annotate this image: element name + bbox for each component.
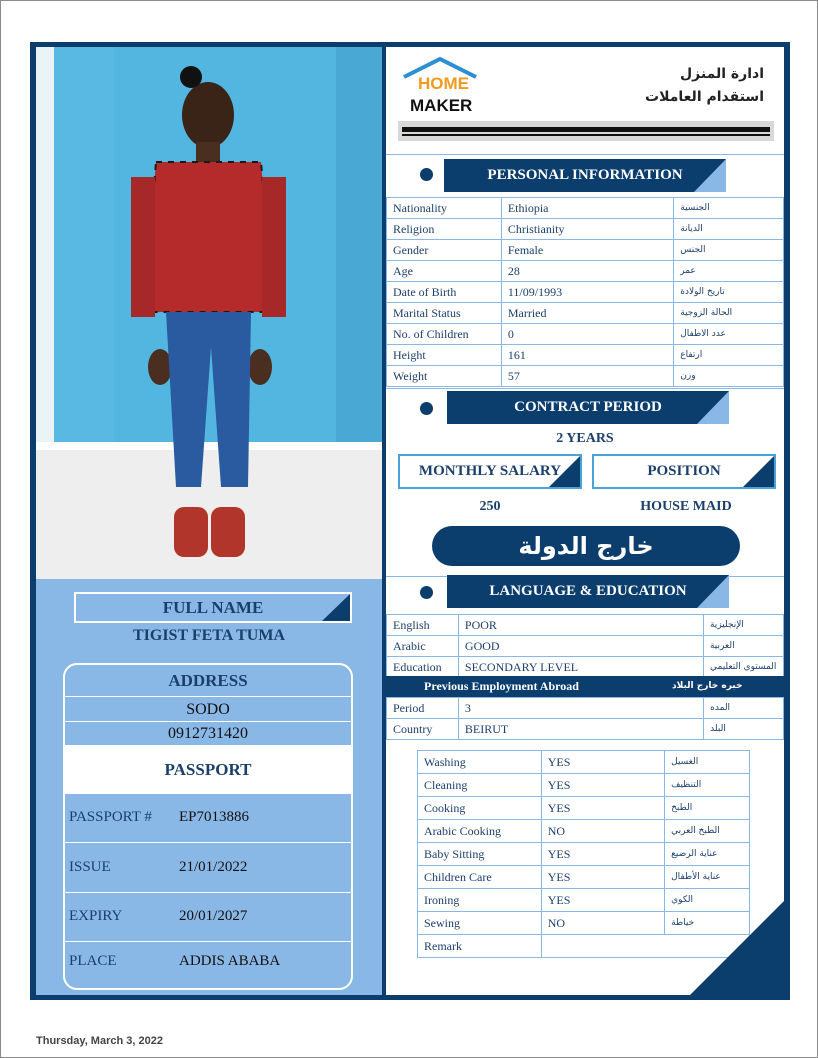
monthly-salary-label: MONTHLY SALARY — [418, 463, 562, 479]
banner-triangle — [697, 575, 729, 608]
personal-row-label: Height — [387, 345, 502, 366]
language-row-arabic: المستوي التعليمي — [703, 657, 783, 678]
skill-row-label: Ironing — [418, 889, 542, 912]
personal-row — [387, 198, 784, 219]
arabic-line-2: استقدام العاملات — [645, 89, 764, 105]
previous-row-value: 3 — [458, 698, 703, 719]
bullet-dot — [420, 168, 433, 181]
previous-employment-title-ar: خبره خارج البلاد — [672, 681, 743, 691]
logo-maker-text: MAKER — [410, 96, 473, 115]
skill-row-arabic: التنظيف — [665, 774, 750, 797]
language-row-label: Education — [387, 657, 459, 678]
full-name-label: FULL NAME — [162, 598, 264, 617]
skill-row — [418, 797, 750, 820]
skill-row-label: Cleaning — [418, 774, 542, 797]
personal-row-arabic: تاريخ الولادة — [674, 282, 784, 303]
language-education-title: LANGUAGE & EDUCATION — [489, 583, 687, 599]
language-row — [387, 615, 784, 636]
address-heading: ADDRESS — [65, 665, 351, 697]
passport-expiry-label: EXPIRY — [69, 908, 123, 924]
personal-row-value: 28 — [501, 261, 673, 282]
skill-row-value: YES — [541, 797, 664, 820]
personal-info-title: PERSONAL INFORMATION — [487, 167, 683, 183]
passport-issue-label: ISSUE — [69, 859, 111, 875]
personal-info-table — [386, 197, 784, 387]
language-row-value: GOOD — [458, 636, 703, 657]
passport-number-value: EP7013886 — [179, 809, 250, 825]
arabic-line-1: ادارة المنزل — [680, 66, 764, 82]
address-passport-card — [63, 663, 353, 990]
skill-row — [418, 843, 750, 866]
skill-row-label: Arabic Cooking — [418, 820, 542, 843]
personal-row — [387, 345, 784, 366]
skill-row — [418, 820, 750, 843]
personal-row-value: Ethiopia — [501, 198, 673, 219]
personal-row-label: Religion — [387, 219, 502, 240]
skill-row-arabic: عناية الأطفال — [665, 866, 750, 889]
skill-row-value: YES — [541, 751, 664, 774]
contract-period-title: CONTRACT PERIOD — [514, 399, 662, 415]
previous-row — [387, 698, 784, 719]
language-row-label: English — [387, 615, 459, 636]
personal-row-value: 161 — [501, 345, 673, 366]
skill-row-label: Baby Sitting — [418, 843, 542, 866]
previous-row-arabic: المده — [704, 698, 784, 719]
skill-row-value: YES — [541, 866, 664, 889]
divider — [386, 388, 784, 389]
previous-row-value: BEIRUT — [458, 719, 703, 740]
personal-row — [387, 240, 784, 261]
language-education-banner — [447, 575, 729, 608]
personal-row-value: 11/09/1993 — [501, 282, 673, 303]
skill-row-value: NO — [541, 912, 664, 935]
personal-row-arabic: الجنس — [674, 240, 784, 261]
language-row-arabic: الإنجليزية — [703, 615, 783, 636]
skill-row-label: Cooking — [418, 797, 542, 820]
contract-period-value: 2 YEARS — [556, 431, 614, 446]
skill-row — [418, 774, 750, 797]
skill-row-arabic: الغسيل — [665, 751, 750, 774]
skill-row-arabic: عناية الرضيع — [665, 843, 750, 866]
banner-triangle — [697, 391, 729, 424]
skill-row-arabic: الطبخ العربي — [665, 820, 750, 843]
personal-row-value: 0 — [501, 324, 673, 345]
previous-row — [387, 719, 784, 740]
previous-row-label: Country — [387, 719, 459, 740]
personal-row — [387, 324, 784, 345]
personal-row-value: Female — [501, 240, 673, 261]
skill-row-label: Children Care — [418, 866, 542, 889]
personal-row-value: Married — [501, 303, 673, 324]
personal-info-banner — [444, 159, 726, 192]
previous-row-arabic: البلد — [704, 719, 784, 740]
position-label: POSITION — [647, 463, 721, 479]
skill-row-label: Washing — [418, 751, 542, 774]
corner-decoration — [690, 901, 784, 995]
passport-number-row — [65, 794, 351, 843]
passport-place-value: ADDIS ABABA — [179, 953, 281, 969]
personal-row-label: Gender — [387, 240, 502, 261]
previous-row-label: Period — [387, 698, 459, 719]
candidate-photo — [36, 47, 382, 579]
previous-employment-title: Previous Employment Abroad — [424, 679, 579, 693]
passport-place-label: PLACE — [69, 953, 117, 969]
personal-row-arabic: عمر — [674, 261, 784, 282]
personal-row — [387, 219, 784, 240]
print-date: Thursday, March 3, 2022 — [36, 1035, 163, 1047]
left-panel — [36, 47, 382, 995]
position-value: HOUSE MAID — [640, 499, 732, 514]
language-row-arabic: العربية — [703, 636, 783, 657]
personal-row-label: Date of Birth — [387, 282, 502, 303]
arabic-company-name — [645, 63, 764, 109]
language-row — [387, 636, 784, 657]
abroad-pill: خارج الدولة — [432, 526, 740, 566]
personal-row-arabic: الحالة الزوجية — [674, 303, 784, 324]
personal-row-label: Weight — [387, 366, 502, 387]
personal-row — [387, 303, 784, 324]
skill-row-arabic: الكوي — [665, 889, 750, 912]
language-table — [386, 614, 784, 678]
language-row — [387, 657, 784, 678]
skill-row-arabic: الطبخ — [665, 797, 750, 820]
personal-row — [387, 261, 784, 282]
passport-expiry-value: 20/01/2027 — [179, 908, 248, 924]
address-phone: 0912731420 — [65, 722, 351, 746]
contract-period-banner — [447, 391, 729, 424]
passport-heading: PASSPORT — [65, 746, 351, 794]
previous-employment-band — [386, 676, 784, 697]
personal-row-arabic: وزن — [674, 366, 784, 387]
divider — [386, 154, 784, 155]
personal-row — [387, 366, 784, 387]
right-panel — [386, 47, 784, 995]
language-row-value: SECONDARY LEVEL — [458, 657, 703, 678]
logo-home-text: HOME — [418, 74, 469, 93]
personal-row-label: Marital Status — [387, 303, 502, 324]
monthly-salary-value: 250 — [479, 499, 501, 514]
passport-number-label: PASSPORT # — [69, 809, 152, 825]
language-row-label: Arabic — [387, 636, 459, 657]
full-name-value: TIGIST FETA TUMA — [132, 627, 286, 644]
personal-row-label: Nationality — [387, 198, 502, 219]
personal-row-arabic: الجنسية — [674, 198, 784, 219]
monthly-salary-label-box — [398, 454, 582, 489]
skill-row-value: NO — [541, 820, 664, 843]
position-label-box — [592, 454, 776, 489]
corner-triangle — [322, 594, 350, 621]
skill-row-value: YES — [541, 774, 664, 797]
header-underline — [398, 121, 774, 141]
personal-row-arabic: عدد الاطفال — [674, 324, 784, 345]
bullet-dot — [420, 402, 433, 415]
box-triangle — [743, 456, 774, 487]
previous-employment-table — [386, 697, 784, 740]
passport-place-row — [65, 941, 351, 990]
banner-triangle — [694, 159, 726, 192]
language-row-value: POOR — [458, 615, 703, 636]
address-city: SODO — [65, 698, 351, 722]
passport-issue-row — [65, 844, 351, 893]
personal-row-value: 57 — [501, 366, 673, 387]
bullet-dot — [420, 586, 433, 599]
personal-row-arabic: الديانة — [674, 219, 784, 240]
remark-label: Remark — [418, 935, 542, 958]
passport-expiry-row — [65, 893, 351, 942]
skill-row — [418, 751, 750, 774]
skill-row-label: Sewing — [418, 912, 542, 935]
personal-row-label: Age — [387, 261, 502, 282]
full-name-label-box — [74, 592, 352, 623]
skill-row-value: YES — [541, 843, 664, 866]
home-maker-logo — [400, 55, 480, 119]
personal-row-value: Christianity — [501, 219, 673, 240]
personal-row-arabic: ارتفاع — [674, 345, 784, 366]
personal-row — [387, 282, 784, 303]
skill-row-value: YES — [541, 889, 664, 912]
skill-row-arabic: خياطة — [665, 912, 750, 935]
passport-issue-value: 21/01/2022 — [179, 859, 248, 875]
personal-row-label: No. of Children — [387, 324, 502, 345]
skill-row — [418, 866, 750, 889]
box-triangle — [549, 456, 580, 487]
